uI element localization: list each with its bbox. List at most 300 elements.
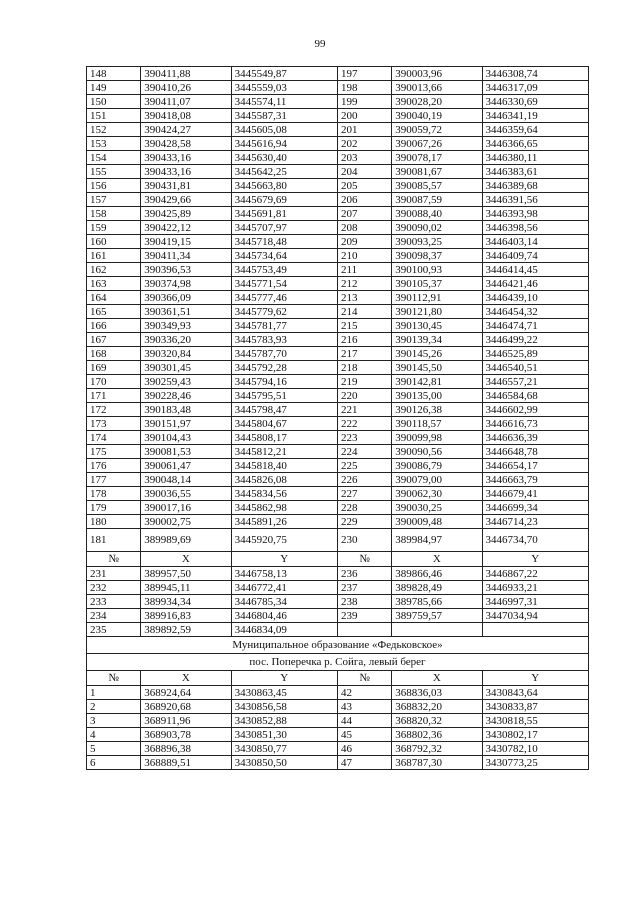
point-number-cell: 181	[87, 529, 141, 552]
y-coordinate-cell: 3445812,21	[231, 445, 337, 459]
x-coordinate-cell: 390411,88	[141, 67, 231, 81]
x-coordinate-cell	[392, 623, 482, 637]
x-coordinate-cell: 390090,02	[392, 221, 482, 235]
x-coordinate-cell: 390424,27	[141, 123, 231, 137]
point-number-cell: 180	[87, 515, 141, 529]
x-coordinate-cell: 390410,26	[141, 81, 231, 95]
point-number-cell: 157	[87, 193, 141, 207]
point-number-cell: 225	[337, 459, 391, 473]
y-coordinate-cell: 3446867,22	[482, 567, 588, 581]
y-coordinate-cell: 3446679,41	[482, 487, 588, 501]
table-row	[87, 179, 589, 193]
y-coordinate-cell: 3445834,56	[231, 487, 337, 501]
x-coordinate-cell: 389828,49	[392, 581, 482, 595]
table-row	[87, 221, 589, 235]
y-coordinate-cell: 3445549,87	[231, 67, 337, 81]
y-coordinate-cell: 3445663,80	[231, 179, 337, 193]
x-coordinate-cell: 390036,55	[141, 487, 231, 501]
table-row	[87, 529, 589, 552]
point-number-cell: 42	[337, 686, 391, 700]
point-number-cell: 235	[87, 623, 141, 637]
x-coordinate-cell: 390081,53	[141, 445, 231, 459]
table-row	[87, 277, 589, 291]
point-number-cell: 217	[337, 347, 391, 361]
point-number-cell: 221	[337, 403, 391, 417]
x-coordinate-cell: 390104,43	[141, 431, 231, 445]
point-number-cell: 199	[337, 95, 391, 109]
table-row	[87, 249, 589, 263]
point-number-cell: 155	[87, 165, 141, 179]
x-coordinate-cell: 390320,84	[141, 347, 231, 361]
table-row	[87, 263, 589, 277]
x-coordinate-cell: 390130,45	[392, 319, 482, 333]
x-coordinate-cell: 390361,51	[141, 305, 231, 319]
y-coordinate-cell: 3445808,17	[231, 431, 337, 445]
point-number-cell: 230	[337, 529, 391, 552]
table-row	[87, 347, 589, 361]
table-row	[87, 389, 589, 403]
x-coordinate-cell: 390028,20	[392, 95, 482, 109]
y-coordinate-cell: 3430852,88	[231, 714, 337, 728]
x-coordinate-cell: 389892,59	[141, 623, 231, 637]
table-row	[87, 742, 589, 756]
point-number-cell: 212	[337, 277, 391, 291]
point-number-cell: 175	[87, 445, 141, 459]
y-coordinate-cell: 3445707,97	[231, 221, 337, 235]
y-coordinate-cell: 3446383,61	[482, 165, 588, 179]
x-coordinate-cell: 390366,09	[141, 291, 231, 305]
x-coordinate-cell: 390078,17	[392, 151, 482, 165]
y-coordinate-cell: 3446525,89	[482, 347, 588, 361]
y-coordinate-cell: 3446785,34	[231, 595, 337, 609]
x-coordinate-cell: 390100,93	[392, 263, 482, 277]
y-coordinate-cell: 3446308,74	[482, 67, 588, 81]
y-coordinate-cell: 3430850,77	[231, 742, 337, 756]
y-coordinate-cell: 3446330,69	[482, 95, 588, 109]
y-coordinate-cell: 3446584,68	[482, 389, 588, 403]
table-row	[87, 151, 589, 165]
table-row	[87, 623, 589, 637]
point-number-cell: 156	[87, 179, 141, 193]
y-coordinate-cell: 3446663,79	[482, 473, 588, 487]
x-coordinate-cell: 368820,32	[392, 714, 482, 728]
point-number-cell: 197	[337, 67, 391, 81]
y-coordinate-cell: 3445779,62	[231, 305, 337, 319]
point-number-cell: 159	[87, 221, 141, 235]
point-number-cell: 174	[87, 431, 141, 445]
y-coordinate-cell: 3445679,69	[231, 193, 337, 207]
x-coordinate-cell: 390142,81	[392, 375, 482, 389]
x-coordinate-cell: 390411,07	[141, 95, 231, 109]
table-row	[87, 291, 589, 305]
table-row	[87, 609, 589, 623]
point-number-cell: 232	[87, 581, 141, 595]
y-coordinate-cell: 3445642,25	[231, 165, 337, 179]
x-coordinate-cell: 390093,25	[392, 235, 482, 249]
point-number-cell: 166	[87, 319, 141, 333]
point-number-cell: 154	[87, 151, 141, 165]
point-number-cell: 198	[337, 81, 391, 95]
x-coordinate-cell: 390086,79	[392, 459, 482, 473]
point-number-cell: 222	[337, 417, 391, 431]
point-number-cell: 177	[87, 473, 141, 487]
y-coordinate-cell: 3446772,41	[231, 581, 337, 595]
y-coordinate-cell: 3446804,46	[231, 609, 337, 623]
x-coordinate-cell: 368924,64	[141, 686, 231, 700]
x-coordinate-cell: 390003,96	[392, 67, 482, 81]
table-row	[87, 123, 589, 137]
y-coordinate-cell: 3445920,75	[231, 529, 337, 552]
column-header-x: X	[392, 671, 482, 686]
table-row	[87, 459, 589, 473]
point-number-cell: 170	[87, 375, 141, 389]
point-number-cell: 210	[337, 249, 391, 263]
column-header-y: Y	[482, 552, 588, 567]
table-row	[87, 515, 589, 529]
point-number-cell: 4	[87, 728, 141, 742]
point-number-cell: 43	[337, 700, 391, 714]
page-number: 99	[314, 38, 326, 50]
point-number-cell: 168	[87, 347, 141, 361]
table-row	[87, 67, 589, 81]
x-coordinate-cell: 390098,37	[392, 249, 482, 263]
table-row	[87, 686, 589, 700]
x-coordinate-cell: 390259,43	[141, 375, 231, 389]
point-number-cell: 218	[337, 361, 391, 375]
table-row	[87, 137, 589, 151]
x-coordinate-cell: 390112,91	[392, 291, 482, 305]
x-coordinate-cell: 389759,57	[392, 609, 482, 623]
point-number-cell: 238	[337, 595, 391, 609]
municipality-heading-row	[87, 637, 589, 654]
point-number-cell: 205	[337, 179, 391, 193]
point-number-cell: 3	[87, 714, 141, 728]
point-number-cell: 158	[87, 207, 141, 221]
point-number-cell: 149	[87, 81, 141, 95]
point-number-cell: 206	[337, 193, 391, 207]
x-coordinate-cell: 390048,14	[141, 473, 231, 487]
y-coordinate-cell: 3446602,99	[482, 403, 588, 417]
point-number-cell: 178	[87, 487, 141, 501]
point-number-cell: 153	[87, 137, 141, 151]
point-number-cell: 163	[87, 277, 141, 291]
municipality-heading: Муниципальное образование «Федьковское»	[87, 637, 589, 654]
y-coordinate-cell: 3446474,71	[482, 319, 588, 333]
x-coordinate-cell: 390090,56	[392, 445, 482, 459]
table-row	[87, 417, 589, 431]
point-number-cell: 239	[337, 609, 391, 623]
point-number-cell: 164	[87, 291, 141, 305]
x-coordinate-cell: 368832,20	[392, 700, 482, 714]
y-coordinate-cell: 3446648,78	[482, 445, 588, 459]
point-number-cell: 200	[337, 109, 391, 123]
point-number-cell: 234	[87, 609, 141, 623]
x-coordinate-cell: 390081,67	[392, 165, 482, 179]
y-coordinate-cell: 3430851,30	[231, 728, 337, 742]
y-coordinate-cell: 3445818,40	[231, 459, 337, 473]
point-number-cell: 46	[337, 742, 391, 756]
y-coordinate-cell: 3430863,45	[231, 686, 337, 700]
x-coordinate-cell: 390099,98	[392, 431, 482, 445]
x-coordinate-cell: 390126,38	[392, 403, 482, 417]
point-number-cell: 204	[337, 165, 391, 179]
x-coordinate-cell: 368802,36	[392, 728, 482, 742]
x-coordinate-cell: 390145,26	[392, 347, 482, 361]
point-number-cell: 44	[337, 714, 391, 728]
y-coordinate-cell: 3430833,87	[482, 700, 588, 714]
y-coordinate-cell: 3430843,64	[482, 686, 588, 700]
x-coordinate-cell: 390002,75	[141, 515, 231, 529]
x-coordinate-cell: 390118,57	[392, 417, 482, 431]
y-coordinate-cell: 3445718,48	[231, 235, 337, 249]
x-coordinate-cell: 368836,03	[392, 686, 482, 700]
column-header-num: №	[337, 671, 391, 686]
y-coordinate-cell: 3446421,46	[482, 277, 588, 291]
y-coordinate-cell: 3445781,77	[231, 319, 337, 333]
point-number-cell: 233	[87, 595, 141, 609]
table-row	[87, 207, 589, 221]
x-coordinate-cell: 368903,78	[141, 728, 231, 742]
x-coordinate-cell: 390183,48	[141, 403, 231, 417]
x-coordinate-cell: 390067,26	[392, 137, 482, 151]
x-coordinate-cell: 390145,50	[392, 361, 482, 375]
y-coordinate-cell: 3446454,32	[482, 305, 588, 319]
point-number-cell: 229	[337, 515, 391, 529]
x-coordinate-cell: 390418,08	[141, 109, 231, 123]
x-coordinate-cell: 390396,53	[141, 263, 231, 277]
point-number-cell: 176	[87, 459, 141, 473]
y-coordinate-cell: 3446403,14	[482, 235, 588, 249]
table-row	[87, 581, 589, 595]
table-header-row	[87, 552, 589, 567]
point-number-cell: 1	[87, 686, 141, 700]
table-row	[87, 700, 589, 714]
x-coordinate-cell: 389916,83	[141, 609, 231, 623]
x-coordinate-cell: 389957,50	[141, 567, 231, 581]
y-coordinate-cell: 3430782,10	[482, 742, 588, 756]
y-coordinate-cell: 3446699,34	[482, 501, 588, 515]
y-coordinate-cell: 3445734,64	[231, 249, 337, 263]
x-coordinate-cell: 390105,37	[392, 277, 482, 291]
point-number-cell: 161	[87, 249, 141, 263]
y-coordinate-cell: 3446734,70	[482, 529, 588, 552]
x-coordinate-cell: 390411,34	[141, 249, 231, 263]
y-coordinate-cell: 3446409,74	[482, 249, 588, 263]
x-coordinate-cell: 390429,66	[141, 193, 231, 207]
table-row	[87, 756, 589, 770]
x-coordinate-cell: 389785,66	[392, 595, 482, 609]
point-number-cell: 214	[337, 305, 391, 319]
y-coordinate-cell: 3430818,55	[482, 714, 588, 728]
settlement-heading: пос. Поперечка р. Сойга, левый берег	[87, 654, 589, 671]
y-coordinate-cell: 3446997,31	[482, 595, 588, 609]
x-coordinate-cell: 389945,11	[141, 581, 231, 595]
point-number-cell: 201	[337, 123, 391, 137]
coordinates-table	[86, 66, 589, 770]
y-coordinate-cell: 3445891,26	[231, 515, 337, 529]
x-coordinate-cell: 390013,66	[392, 81, 482, 95]
x-coordinate-cell: 368787,30	[392, 756, 482, 770]
x-coordinate-cell: 390419,15	[141, 235, 231, 249]
x-coordinate-cell: 389934,34	[141, 595, 231, 609]
x-coordinate-cell: 390374,98	[141, 277, 231, 291]
x-coordinate-cell: 390085,57	[392, 179, 482, 193]
table-header-row	[87, 671, 589, 686]
y-coordinate-cell: 3446391,56	[482, 193, 588, 207]
point-number-cell: 150	[87, 95, 141, 109]
table-row	[87, 445, 589, 459]
column-header-x: X	[141, 671, 231, 686]
x-coordinate-cell: 390431,81	[141, 179, 231, 193]
x-coordinate-cell: 390009,48	[392, 515, 482, 529]
y-coordinate-cell: 3446393,98	[482, 207, 588, 221]
y-coordinate-cell: 3430850,50	[231, 756, 337, 770]
y-coordinate-cell: 3445616,94	[231, 137, 337, 151]
point-number-cell: 224	[337, 445, 391, 459]
point-number-cell: 160	[87, 235, 141, 249]
y-coordinate-cell: 3445630,40	[231, 151, 337, 165]
x-coordinate-cell: 368792,32	[392, 742, 482, 756]
point-number-cell: 165	[87, 305, 141, 319]
y-coordinate-cell: 3445792,28	[231, 361, 337, 375]
point-number-cell: 231	[87, 567, 141, 581]
point-number-cell: 203	[337, 151, 391, 165]
y-coordinate-cell: 3430773,25	[482, 756, 588, 770]
point-number-cell: 148	[87, 67, 141, 81]
point-number-cell: 216	[337, 333, 391, 347]
x-coordinate-cell: 390349,93	[141, 319, 231, 333]
x-coordinate-cell: 390121,80	[392, 305, 482, 319]
point-number-cell: 172	[87, 403, 141, 417]
y-coordinate-cell: 3446398,56	[482, 221, 588, 235]
x-coordinate-cell: 390030,25	[392, 501, 482, 515]
x-coordinate-cell: 368920,68	[141, 700, 231, 714]
y-coordinate-cell: 3445795,51	[231, 389, 337, 403]
column-header-x: X	[392, 552, 482, 567]
point-number-cell: 6	[87, 756, 141, 770]
y-coordinate-cell: 3446654,17	[482, 459, 588, 473]
x-coordinate-cell: 390061,47	[141, 459, 231, 473]
y-coordinate-cell: 3446933,21	[482, 581, 588, 595]
table-row	[87, 487, 589, 501]
y-coordinate-cell: 3446834,09	[231, 623, 337, 637]
y-coordinate-cell: 3445794,16	[231, 375, 337, 389]
point-number-cell: 219	[337, 375, 391, 389]
table-row	[87, 109, 589, 123]
point-number-cell: 179	[87, 501, 141, 515]
x-coordinate-cell: 390062,30	[392, 487, 482, 501]
column-header-x: X	[141, 552, 231, 567]
x-coordinate-cell: 390135,00	[392, 389, 482, 403]
point-number-cell: 226	[337, 473, 391, 487]
table-row	[87, 714, 589, 728]
table-row	[87, 728, 589, 742]
x-coordinate-cell: 390336,20	[141, 333, 231, 347]
y-coordinate-cell: 3447034,94	[482, 609, 588, 623]
x-coordinate-cell: 390228,46	[141, 389, 231, 403]
point-number-cell: 47	[337, 756, 391, 770]
point-number-cell: 223	[337, 431, 391, 445]
x-coordinate-cell: 368889,51	[141, 756, 231, 770]
table-row	[87, 305, 589, 319]
table-row	[87, 375, 589, 389]
table-row	[87, 473, 589, 487]
column-header-num: №	[337, 552, 391, 567]
y-coordinate-cell: 3446341,19	[482, 109, 588, 123]
table-row	[87, 165, 589, 179]
x-coordinate-cell: 390433,16	[141, 151, 231, 165]
x-coordinate-cell: 390059,72	[392, 123, 482, 137]
y-coordinate-cell: 3445574,11	[231, 95, 337, 109]
y-coordinate-cell: 3445777,46	[231, 291, 337, 305]
column-header-y: Y	[231, 552, 337, 567]
table-row	[87, 319, 589, 333]
y-coordinate-cell: 3445587,31	[231, 109, 337, 123]
point-number-cell: 215	[337, 319, 391, 333]
point-number-cell: 45	[337, 728, 391, 742]
y-coordinate-cell: 3445605,08	[231, 123, 337, 137]
x-coordinate-cell: 390433,16	[141, 165, 231, 179]
table-row	[87, 595, 589, 609]
x-coordinate-cell: 390087,59	[392, 193, 482, 207]
y-coordinate-cell: 3446380,11	[482, 151, 588, 165]
x-coordinate-cell: 390139,34	[392, 333, 482, 347]
point-number-cell: 171	[87, 389, 141, 403]
y-coordinate-cell: 3446758,13	[231, 567, 337, 581]
point-number-cell: 209	[337, 235, 391, 249]
point-number-cell: 213	[337, 291, 391, 305]
column-header-num: №	[87, 552, 141, 567]
y-coordinate-cell: 3446557,21	[482, 375, 588, 389]
point-number-cell: 211	[337, 263, 391, 277]
x-coordinate-cell: 389989,69	[141, 529, 231, 552]
y-coordinate-cell: 3446636,39	[482, 431, 588, 445]
point-number-cell: 202	[337, 137, 391, 151]
point-number-cell: 173	[87, 417, 141, 431]
point-number-cell: 152	[87, 123, 141, 137]
y-coordinate-cell: 3445798,47	[231, 403, 337, 417]
table-row	[87, 193, 589, 207]
point-number-cell: 167	[87, 333, 141, 347]
y-coordinate-cell: 3446499,22	[482, 333, 588, 347]
point-number-cell: 237	[337, 581, 391, 595]
column-header-y: Y	[482, 671, 588, 686]
x-coordinate-cell: 368896,38	[141, 742, 231, 756]
point-number-cell: 5	[87, 742, 141, 756]
point-number-cell	[337, 623, 391, 637]
y-coordinate-cell: 3446616,73	[482, 417, 588, 431]
column-header-y: Y	[231, 671, 337, 686]
y-coordinate-cell: 3446714,23	[482, 515, 588, 529]
x-coordinate-cell: 390301,45	[141, 361, 231, 375]
table-row	[87, 235, 589, 249]
table-row	[87, 81, 589, 95]
point-number-cell: 227	[337, 487, 391, 501]
y-coordinate-cell: 3446540,51	[482, 361, 588, 375]
table-row	[87, 501, 589, 515]
y-coordinate-cell: 3445804,67	[231, 417, 337, 431]
table-row	[87, 567, 589, 581]
y-coordinate-cell	[482, 623, 588, 637]
y-coordinate-cell: 3446359,64	[482, 123, 588, 137]
point-number-cell: 208	[337, 221, 391, 235]
x-coordinate-cell: 389866,46	[392, 567, 482, 581]
y-coordinate-cell: 3445691,81	[231, 207, 337, 221]
table-row	[87, 333, 589, 347]
y-coordinate-cell: 3445826,08	[231, 473, 337, 487]
y-coordinate-cell: 3430802,17	[482, 728, 588, 742]
point-number-cell: 2	[87, 700, 141, 714]
